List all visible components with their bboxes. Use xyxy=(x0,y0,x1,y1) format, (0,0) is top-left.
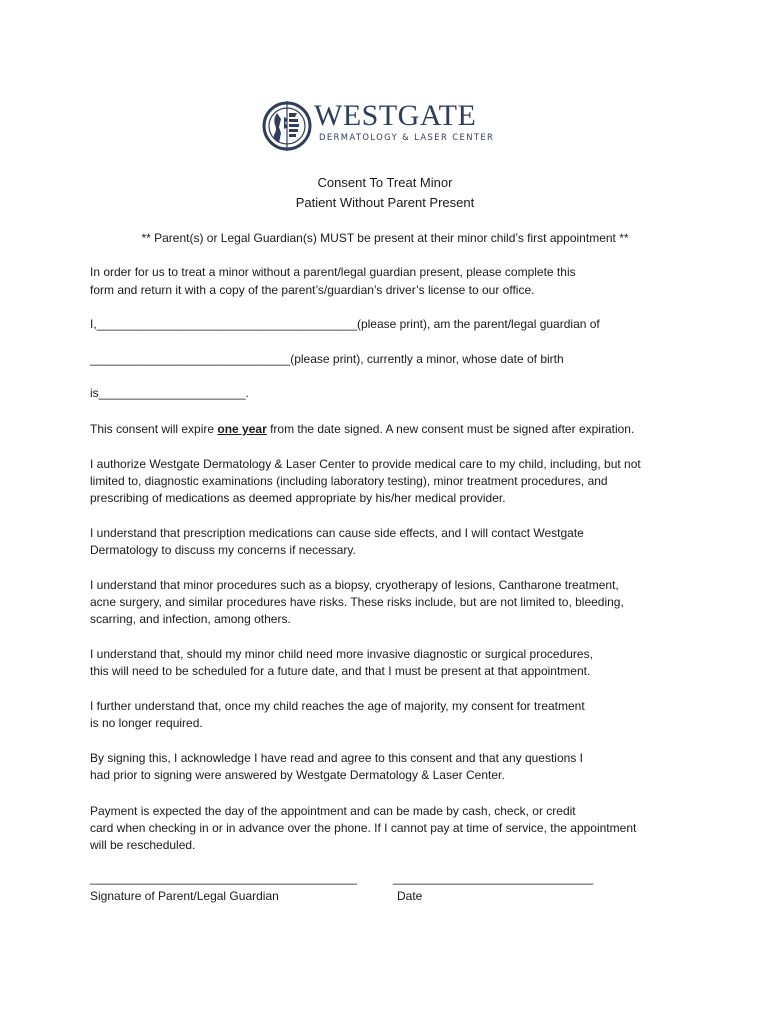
expiration-text-before: This consent will expire xyxy=(90,422,218,436)
westgate-logo xyxy=(262,99,512,155)
payment-line-1: Payment is expected the day of the appointment and can be made by cash, check, or credit xyxy=(90,804,576,818)
intro-line-2: form and return it with a copy of the parent’s/guardian’s driver’s license to our office. xyxy=(90,283,535,297)
logo-subtitle: DERMATOLOGY & LASER CENTER xyxy=(319,132,495,142)
majority-line-2: is no longer required. xyxy=(90,716,203,730)
signature-field[interactable]: ________________________________________ xyxy=(90,871,357,885)
notice-text: ** Parent(s) or Legal Guardian(s) MUST be present at their minor child’s first appointment ** xyxy=(141,231,629,245)
procedures-line-1: I understand that minor procedures such as a biopsy, cryotherapy of lesions, Cantharone treatment, xyxy=(90,578,619,592)
payment-line-3: will be rescheduled. xyxy=(90,838,196,852)
medications-line-1: I understand that prescription medications can cause side effects, and I will contact Westgate xyxy=(90,526,584,540)
payment-line-2: card when checking in or in advance over the phone. If I cannot pay at time of service, the appointment xyxy=(90,821,637,835)
guardian-name-field[interactable]: I,_______________________________________(please print), am the parent/legal guardian of xyxy=(90,317,600,331)
expiration-emphasis: one year xyxy=(217,422,267,436)
authorize-line-2: limited to, diagnostic examinations (including laboratory testing), minor treatment procedures, and xyxy=(90,474,608,488)
minor-name-field[interactable]: ______________________________(please print), currently a minor, whose date of birth xyxy=(90,352,564,366)
authorize-line-1: I authorize Westgate Dermatology & Laser Center to provide medical care to my child, including, but not xyxy=(90,457,641,471)
majority-line-1: I further understand that, once my child reaches the age of majority, my consent for treatment xyxy=(90,699,585,713)
signature-label: Signature of Parent/Legal Guardian xyxy=(90,889,279,903)
form-subtitle: Patient Without Parent Present xyxy=(295,195,475,210)
logo-wordmark: WESTGATE xyxy=(314,99,477,132)
acknowledge-line-2: had prior to signing were answered by Westgate Dermatology & Laser Center. xyxy=(90,768,505,782)
authorize-line-3: prescribing of medications as deemed appropriate by his/her medical provider. xyxy=(90,491,506,505)
form-title: Consent To Treat Minor xyxy=(317,175,453,190)
invasive-line-2: this will need to be scheduled for a future date, and that I must be present at that appointment. xyxy=(90,664,591,678)
procedures-line-2: acne surgery, and similar procedures have risks. These risks include, but are not limited to, bleeding, xyxy=(90,595,624,609)
invasive-line-1: I understand that, should my minor child need more invasive diagnostic or surgical procedures, xyxy=(90,647,593,661)
expiration-text xyxy=(90,421,690,438)
date-label: Date xyxy=(397,889,423,903)
medications-line-2: Dermatology to discuss my concerns if necessary. xyxy=(90,543,356,557)
logo-emblem-icon xyxy=(262,99,312,155)
procedures-line-3: scarring, and infection, among others. xyxy=(90,612,291,626)
acknowledge-line-1: By signing this, I acknowledge I have read and agree to this consent and that any questions I xyxy=(90,751,583,765)
date-field[interactable]: ______________________________ xyxy=(393,871,594,885)
date-of-birth-field[interactable]: is______________________. xyxy=(90,386,249,400)
intro-line-1: In order for us to treat a minor without a parent/legal guardian present, please complete this xyxy=(90,265,576,279)
expiration-text-after: from the date signed. A new consent must be signed after expiration. xyxy=(266,422,635,436)
